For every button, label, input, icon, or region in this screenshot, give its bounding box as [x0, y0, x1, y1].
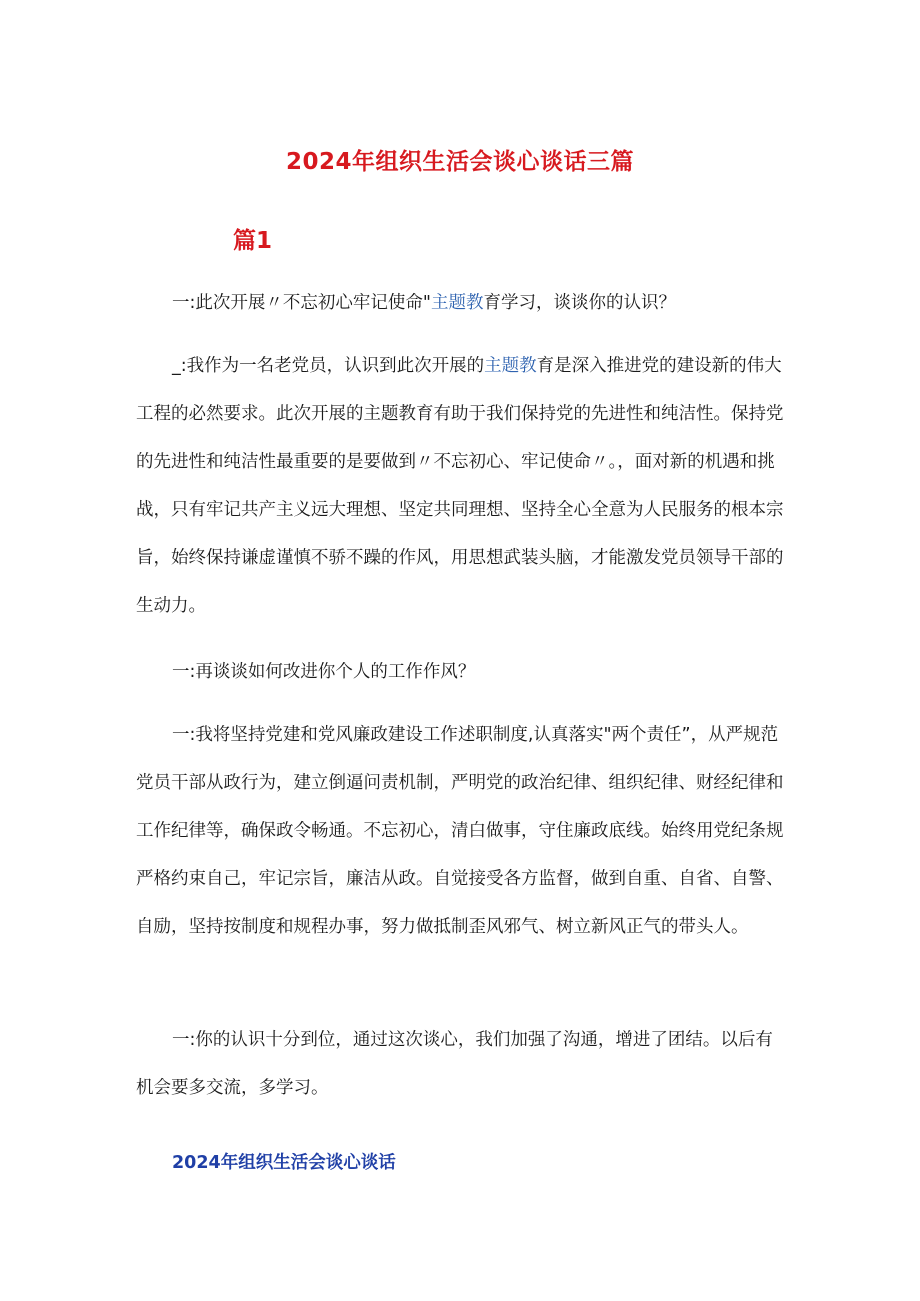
paragraph-text: 育学习，谈谈你的认识？: [483, 293, 676, 313]
paragraph-text: _:我作为一名老党员，认识到此次开展的: [172, 356, 485, 376]
paragraph-text: 一:你的认识十分到位，通过这次谈心，我们加强了沟通，增进了团结。以后有机会要多交流，多学习。: [136, 1030, 773, 1098]
paragraph-text: 一:再谈谈如何改进你个人的工作作风？: [172, 662, 476, 682]
section-heading: 篇1: [233, 228, 273, 254]
paragraph-question-1: [136, 279, 786, 327]
paragraph-answer-2: [136, 711, 786, 951]
paragraph-text: 育是深入推进党的建设新的伟大工程的必然要求。此次开展的主题教育有助于我们保持党的先进性和纯洁性。保持党的先进性和纯洁性最重要的是要做到〃不忘初心、牢记使命〃。，面对新的机遇和挑战，只有牢记共产主义远大理想、坚定共同理想、坚持全心全意为人民服务的根本宗旨，始终保持谦虚谨慎不骄不躁的作风，用思想武装头脑，才能激发党员领导干部的生动力。: [136, 356, 784, 616]
paragraph-answer-1: [136, 342, 786, 630]
highlighted-term: 主题教: [430, 293, 484, 313]
document-title: 2024年组织生活会谈心谈话三篇: [285, 149, 634, 175]
paragraph-question-2: [136, 648, 786, 696]
sub-heading: 2024年组织生活会谈心谈话: [172, 1153, 396, 1173]
paragraph-text: 一:我将坚持党建和党风廉政建设工作述职制度,认真落实"两个责任”，从严规范党员干部从政行为，建立倒逼问责机制，严明党的政治纪律、组织纪律、财经纪律和工作纪律等，确保政令畅通。不忘初心，清白做事，守住廉政底线。始终用党纪条规严格约束自己，牢记宗旨，廉洁从政。自觉接受各方监督，做到自重、自省、自警、自励，坚持按制度和规程办事，努力做抵制歪风邪气、树立新风正气的带头人。: [136, 725, 784, 937]
paragraph-text: 一:此次开展〃不忘初心牢记使命": [172, 293, 431, 313]
paragraph-closing: [136, 1016, 786, 1112]
highlighted-term: 主题教: [484, 356, 537, 376]
